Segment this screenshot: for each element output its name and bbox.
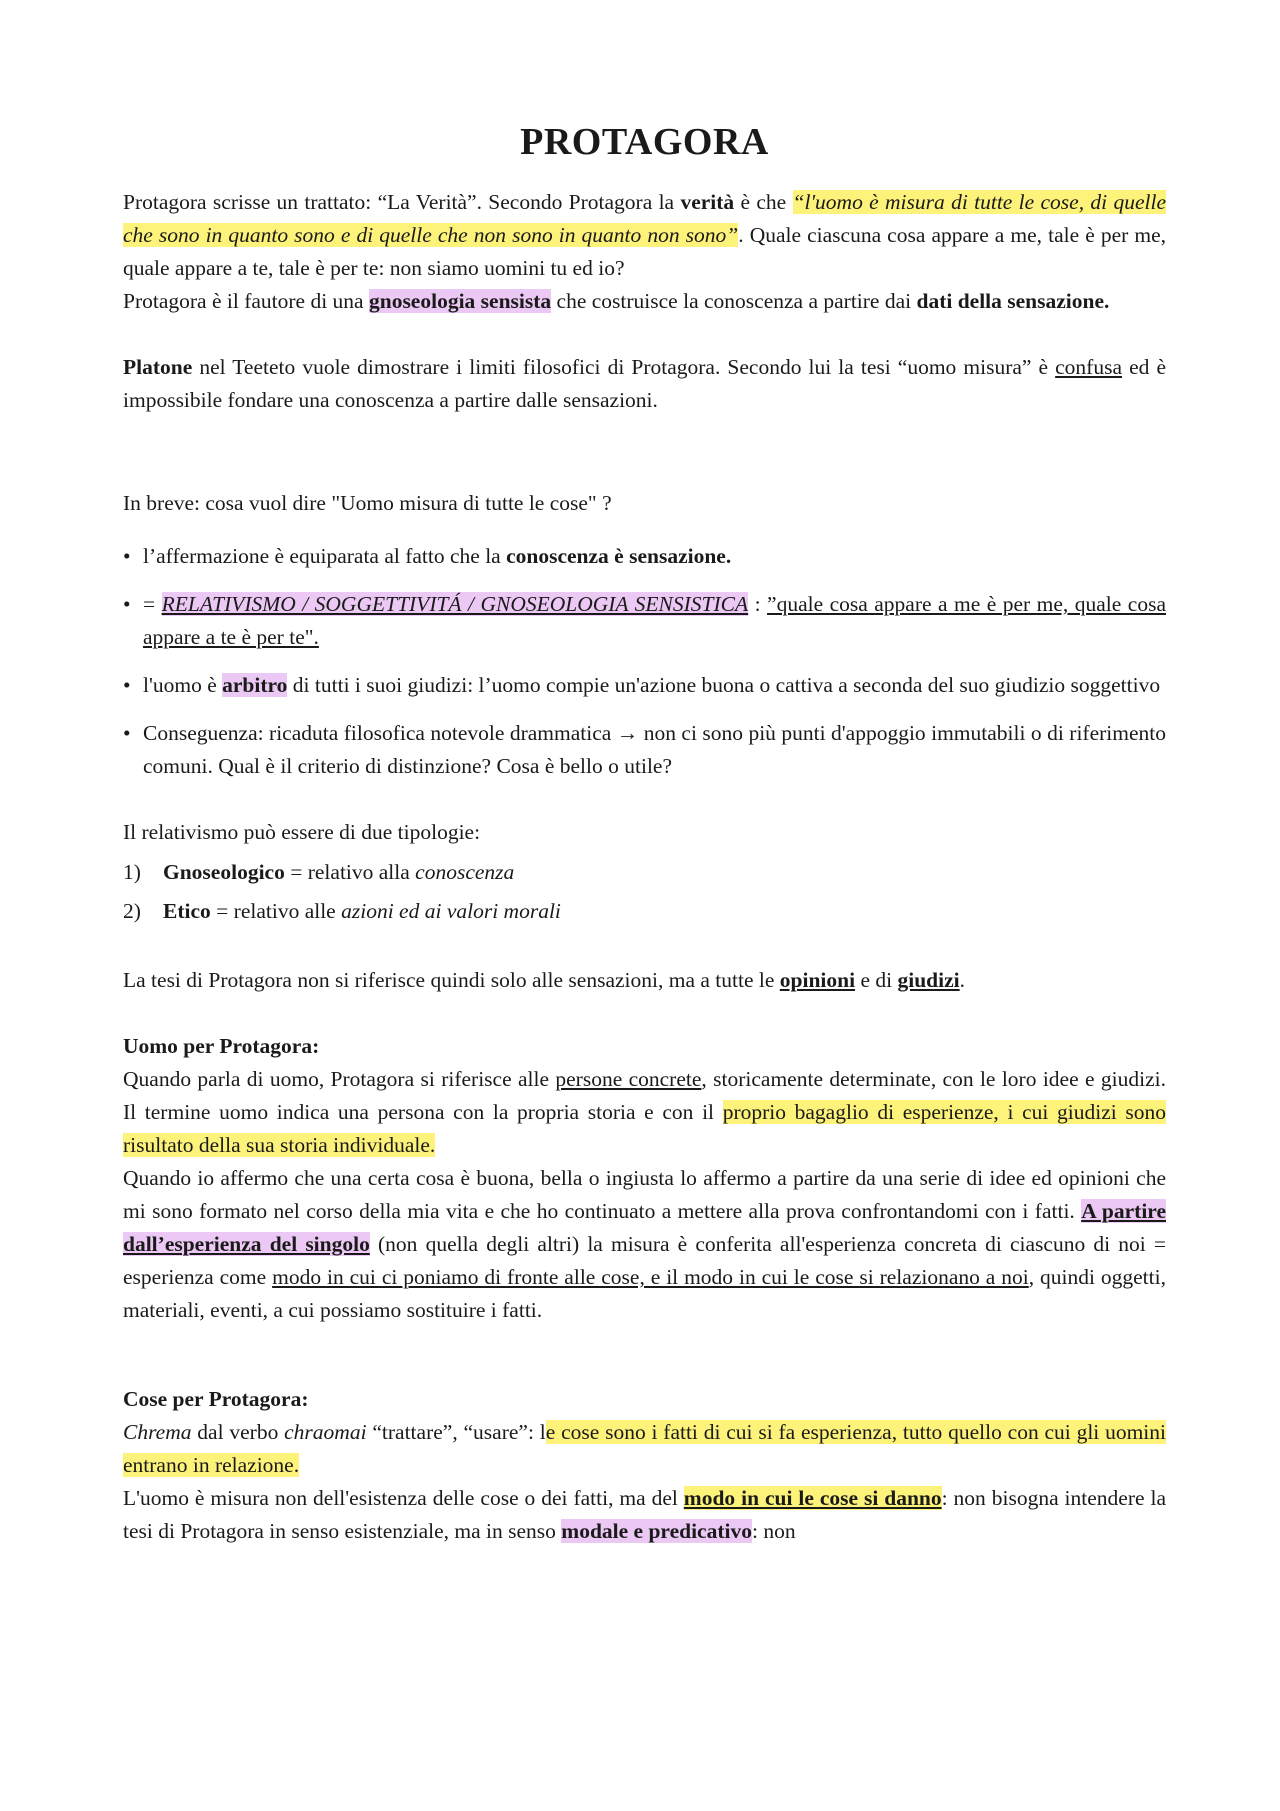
paragraph-uomo-1: [123, 1063, 1166, 1162]
bold-term-platone: Platone: [123, 355, 193, 379]
italic-term: conoscenza: [415, 860, 515, 884]
italic-term-chrema: Chrema: [123, 1420, 192, 1444]
text-run: nel Teeteto vuole dimostrare i limiti filosofici di Protagora. Secondo lui la tesi “uomo misura” è: [192, 355, 1056, 379]
underlined-phrase: modo in cui ci poniamo di fronte alle cose, e il modo in cui le cose si relazionano a noi: [272, 1265, 1029, 1289]
underlined-term: persone concrete: [555, 1067, 702, 1091]
highlighted-sentence: e cose sono i fatti di cui si fa esperienza, tutto quello con cui gli uomini entrano in relazione.: [123, 1420, 1167, 1477]
text-run: Quando parla di uomo, Protagora si riferisce alle: [123, 1067, 556, 1091]
text-run: ed è impossibile fondare una conoscenza a partire dalle sensazioni.: [123, 355, 1166, 412]
text-run: l'uomo è: [143, 673, 223, 697]
highlighted-term-modo: modo in cui le cose si danno: [683, 1486, 942, 1510]
underlined-term-opinioni: opinioni: [779, 968, 856, 992]
paragraph-uomo-2: [123, 1162, 1166, 1327]
text-run: . Quale ciascuna cosa appare a me, tale è per me, quale appare a te, tale è per te: non siamo uomini tu ed io?: [123, 223, 1166, 280]
text-run: = relativo alle: [210, 899, 342, 923]
text-run: .: [959, 968, 965, 992]
highlighted-term-esperienza: A partire dall’esperienza del singolo: [123, 1199, 1166, 1256]
text-run: che costruisce la conoscenza a partire dai: [551, 289, 917, 313]
highlighted-term-gnoseologia: gnoseologia sensista: [368, 289, 552, 313]
bullet-list: [123, 540, 1166, 783]
list-item: [123, 892, 1166, 931]
page-title: PROTAGORA: [520, 121, 769, 163]
text-run: Protagora scrisse un trattato: “La Verità”. Secondo Protagora la: [123, 190, 681, 214]
bold-term: Etico: [163, 899, 211, 923]
text-run: “trattare”, “usare”: l: [366, 1420, 546, 1444]
heading-text: Uomo per Protagora:: [123, 1034, 320, 1058]
paragraph-platone: [123, 351, 1166, 417]
text-run: : non: [751, 1519, 796, 1543]
heading-text: Cose per Protagora:: [123, 1387, 309, 1411]
section-heading-cose: [123, 1383, 1166, 1416]
text-run: è che: [734, 190, 793, 214]
highlighted-term-modale: modale e predicativo: [561, 1519, 752, 1543]
section-heading-uomo: [123, 1030, 1166, 1063]
underlined-term-giudizi: giudizi: [897, 968, 960, 992]
italic-term: azioni ed ai valori morali: [341, 899, 561, 923]
bold-term-verita: verità: [680, 190, 735, 214]
list-item: [123, 540, 1166, 573]
paragraph-gnoseologia: [123, 285, 1166, 318]
text-run: La tesi di Protagora non si riferisce quindi solo alle sensazioni, ma a tutte le: [123, 968, 780, 992]
text-run: Quando io affermo che una certa cosa è buona, bella o ingiusta lo affermo a partire da una serie di idee ed opinioni che mi sono formato nel corso della mia vita e che ho continuato a mettere alla prova confrontandomi con i fatti.: [123, 1166, 1166, 1223]
underlined-term-confusa: confusa: [1055, 355, 1123, 379]
highlighted-quote: “l'uomo è misura di tutte le cose, di quelle che sono in quanto sono e di quelle che non sono in quanto non sono”: [123, 190, 1166, 247]
underlined-quote: ”quale cosa appare a me è per me, quale cosa appare a te è per te".: [143, 592, 1166, 649]
highlighted-term-arbitro: arbitro: [222, 673, 288, 697]
list-item: [123, 717, 1166, 783]
text-run: : non bisogna intendere la tesi di Protagora in senso esistenziale, ma in senso: [123, 1486, 1167, 1543]
bold-term: Gnoseologico: [163, 860, 285, 884]
paragraph-cose-2: [123, 1482, 1166, 1548]
bold-term-dati: dati della sensazione.: [916, 289, 1110, 313]
text-run: e di: [855, 968, 898, 992]
text-run: = relativo alla: [284, 860, 416, 884]
highlighted-sentence: proprio bagaglio di esperienze, i cui giudizi sono risultato della sua storia individuale.: [123, 1100, 1166, 1157]
paragraph-cose-1: [123, 1416, 1166, 1482]
bold-term: conoscenza è sensazione.: [506, 544, 732, 568]
text-run: di tutti i suoi giudizi: l’uomo compie un'azione buona o cattiva a seconda del suo giudizio soggettivo: [287, 673, 1161, 697]
text-run: Protagora è il fautore di una: [123, 289, 369, 313]
list-item: [123, 853, 1166, 892]
highlighted-term-relativismo: RELATIVISMO / SOGGETTIVITÁ / GNOSEOLOGIA SENSISTICA: [161, 592, 749, 616]
text-run: =: [143, 592, 162, 616]
text-run: Conseguenza: ricaduta filosofica notevole drammatica → non ci sono più punti d'appoggio immutabili o di riferimento comuni. Qual è il criterio di distinzione? Cosa è bello o utile?: [143, 721, 1166, 778]
paragraph-verita: [123, 186, 1166, 285]
text-run: L'uomo è misura non dell'esistenza delle cose o dei fatti, ma del: [123, 1486, 684, 1510]
text-run: , quindi oggetti, materiali, eventi, a cui possiamo sostituire i fatti.: [123, 1265, 1166, 1322]
document-page: [123, 118, 1166, 1548]
italic-term-chraomai: chraomai: [284, 1420, 367, 1444]
list-number: 1): [123, 860, 141, 884]
paragraph-opinioni: [123, 964, 1166, 997]
numbered-list: [123, 853, 1166, 931]
text-run: l’affermazione è equiparata al fatto che la: [143, 544, 507, 568]
paragraph-relativismo: Il relativismo può essere di due tipologie:: [123, 820, 481, 844]
list-item: [123, 669, 1166, 702]
text-run: (non quella degli altri) la misura è conferita all'esperienza concreta di ciascuno di noi = esperienza come: [123, 1232, 1167, 1289]
list-number: 2): [123, 899, 141, 923]
list-item: [123, 588, 1166, 654]
text-run: dal verbo: [191, 1420, 285, 1444]
text-run: :: [748, 592, 768, 616]
text-run: , storicamente determinate, con le loro idee e giudizi. Il termine uomo indica una persona con la propria storia e con il: [123, 1067, 1166, 1124]
paragraph-in-breve: In breve: cosa vuol dire "Uomo misura di tutte le cose" ?: [123, 491, 612, 515]
